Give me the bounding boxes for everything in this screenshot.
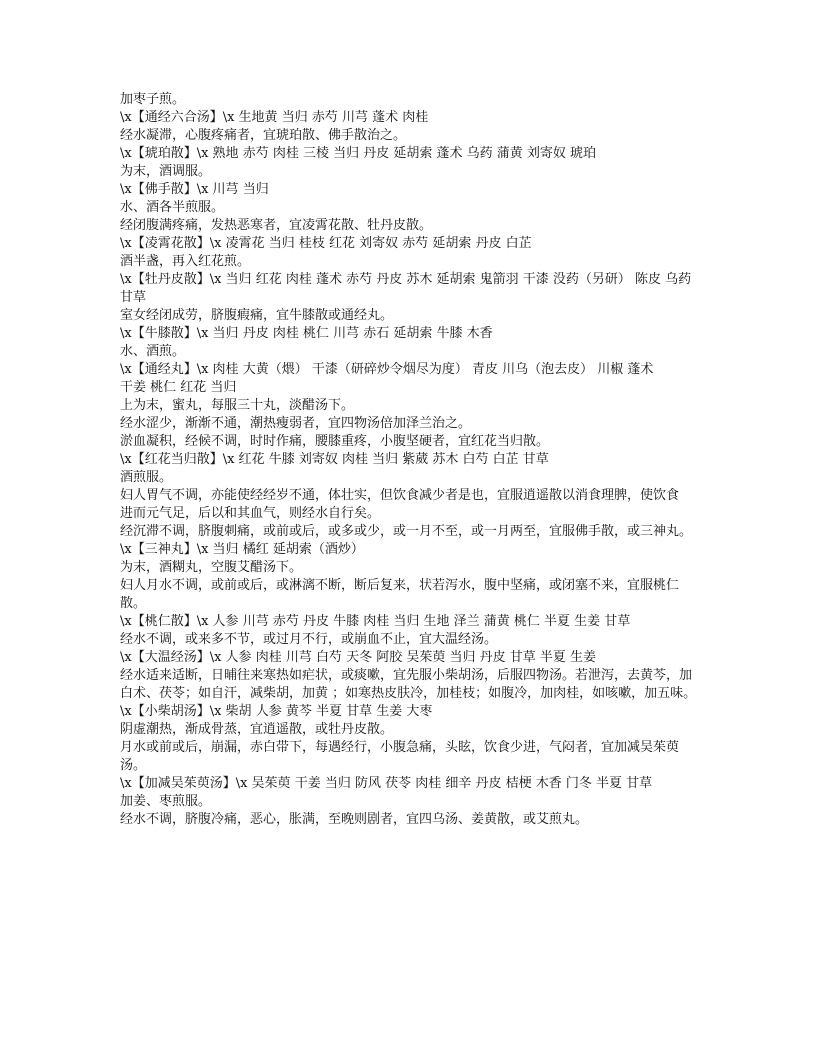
text-line: 上为末，蜜丸，每服三十丸，淡醋汤下。 (120, 398, 355, 413)
text-line: 为末，酒糊丸，空腹艾醋汤下。 (120, 560, 303, 575)
formula-heading: \x【小柴胡汤】\x 柴胡 人参 黄芩 半夏 甘草 生姜 大枣 (120, 704, 433, 719)
formula-heading: \x【加减吴茱萸汤】\x 吴茱萸 干姜 当归 防风 茯苓 肉桂 细辛 丹皮 桔梗 木香 门冬 半夏 甘草 (120, 776, 653, 791)
text-line: 经水不调，脐腹冷痛，恶心，胀满，至晚则剧者，宜四乌汤、姜黄散，或艾煎丸。 (120, 812, 589, 827)
formula-heading: \x【桃仁散】\x 人参 川芎 赤芍 丹皮 牛膝 肉桂 当归 生地 泽兰 蒲黄 桃仁 半夏 生姜 甘草 (120, 614, 631, 629)
text-line: 经沉滞不调，脐腹刺痛，或前或后，或多或少，或一月不至，或一月两至，宜服佛手散，或三神丸。 (120, 524, 693, 539)
text-line: 经水涩少，渐渐不通，潮热瘦弱者，宜四物汤倍加泽兰治之。 (120, 416, 472, 431)
text-line: 经水适来适断，日晡往来寒热如疟状，或痰嗽，宜先服小柴胡汤，后服四物汤。若泄泻，去黄芩，加白术、茯苓；如自汗，减柴胡，加黄 ；如寒热皮肤冷，加桂枝；如腹冷，加肉桂，如咳嗽，加五味。 (120, 668, 697, 701)
text-line: 酒煎服。 (120, 470, 173, 485)
formula-heading: \x【凌霄花散】\x 凌霄花 当归 桂枝 红花 刘寄奴 赤芍 延胡索 丹皮 白芷 (120, 236, 532, 251)
formula-heading: \x【通经丸】\x 肉桂 大黄（煨） 干漆（研碎炒令烟尽为度） 青皮 川乌（泡去皮） 川椒 蓬术 (120, 362, 654, 377)
formula-heading: \x【佛手散】\x 川芎 当归 (120, 182, 269, 197)
text-line: 妇人月水不调，或前或后，或淋漓不断，断后复来，状若泻水，腹中坚痛，或闭塞不来，宜服桃仁散。 (120, 578, 680, 611)
text-line: 进而元气足，后以和其血气，则经水自行矣。 (120, 506, 381, 521)
text-line: 水、酒各半煎服。 (120, 200, 225, 215)
text-line: 加姜、枣煎服。 (120, 794, 212, 809)
formula-heading: \x【琥珀散】\x 熟地 赤芍 肉桂 三棱 当归 丹皮 延胡索 蓬术 乌药 蒲黄 刘寄奴 琥珀 (120, 146, 597, 161)
document-page (120, 91, 698, 829)
text-line: 为末，酒调服。 (120, 164, 212, 179)
text-line: 酒半盏，再入红花煎。 (120, 254, 251, 269)
text-line: 干姜 桃仁 红花 当归 (120, 380, 237, 395)
formula-heading: \x【牛膝散】\x 当归 丹皮 肉桂 桃仁 川芎 赤石 延胡索 牛膝 木香 (120, 326, 493, 341)
formula-heading: \x【大温经汤】\x 人参 肉桂 川芎 白芍 天冬 阿胶 吴茱萸 当归 丹皮 甘草 半夏 生姜 (120, 650, 597, 665)
text-line: 经水凝滞，心腹疼痛者，宜琥珀散、佛手散治之。 (120, 128, 407, 143)
text-line: 加枣子煎。 (120, 92, 186, 107)
text-line: 妇人胃气不调，亦能使经经岁不通，体壮实，但饮食减少者是也，宜服逍遥散以消食理脾，使饮食 (120, 488, 680, 503)
text-line: 水、酒煎。 (120, 344, 186, 359)
text-line: 经闭腹满疼痛，发热恶寒者，宜凌霄花散、牡丹皮散。 (120, 218, 433, 233)
text-line: 室女经闭成劳，脐腹瘕痛，宜牛膝散或通经丸。 (120, 308, 394, 323)
text-line: 阴虚潮热，渐成骨蒸，宜逍遥散，或牡丹皮散。 (120, 722, 394, 737)
text-line: 月水或前或后，崩漏，赤白带下，每遇经行，小腹急痛，头眩，饮食少进，气闷者，宜加减吴茱萸汤。 (120, 740, 680, 773)
formula-heading: \x【三神丸】\x 当归 橘红 延胡索（酒炒） (120, 542, 364, 557)
text-line: 经水不调，或来多不节，或过月不行，或崩血不止，宜大温经汤。 (120, 632, 498, 647)
formula-heading: \x【牡丹皮散】\x 当归 红花 肉桂 蓬术 赤芍 丹皮 苏木 延胡索 鬼箭羽 干漆 没药（另研） 陈皮 乌药 甘草 (120, 272, 692, 305)
formula-heading: \x【红花当归散】\x 红花 牛膝 刘寄奴 肉桂 当归 紫葳 苏木 白芍 白芷 甘草 (120, 452, 549, 467)
formula-heading: \x【通经六合汤】\x 生地黄 当归 赤芍 川芎 蓬术 肉桂 (120, 110, 429, 125)
text-line: 淤血凝积，经候不调，时时作痛，腰膝重疼，小腹坚硬者，宜红花当归散。 (120, 434, 550, 449)
